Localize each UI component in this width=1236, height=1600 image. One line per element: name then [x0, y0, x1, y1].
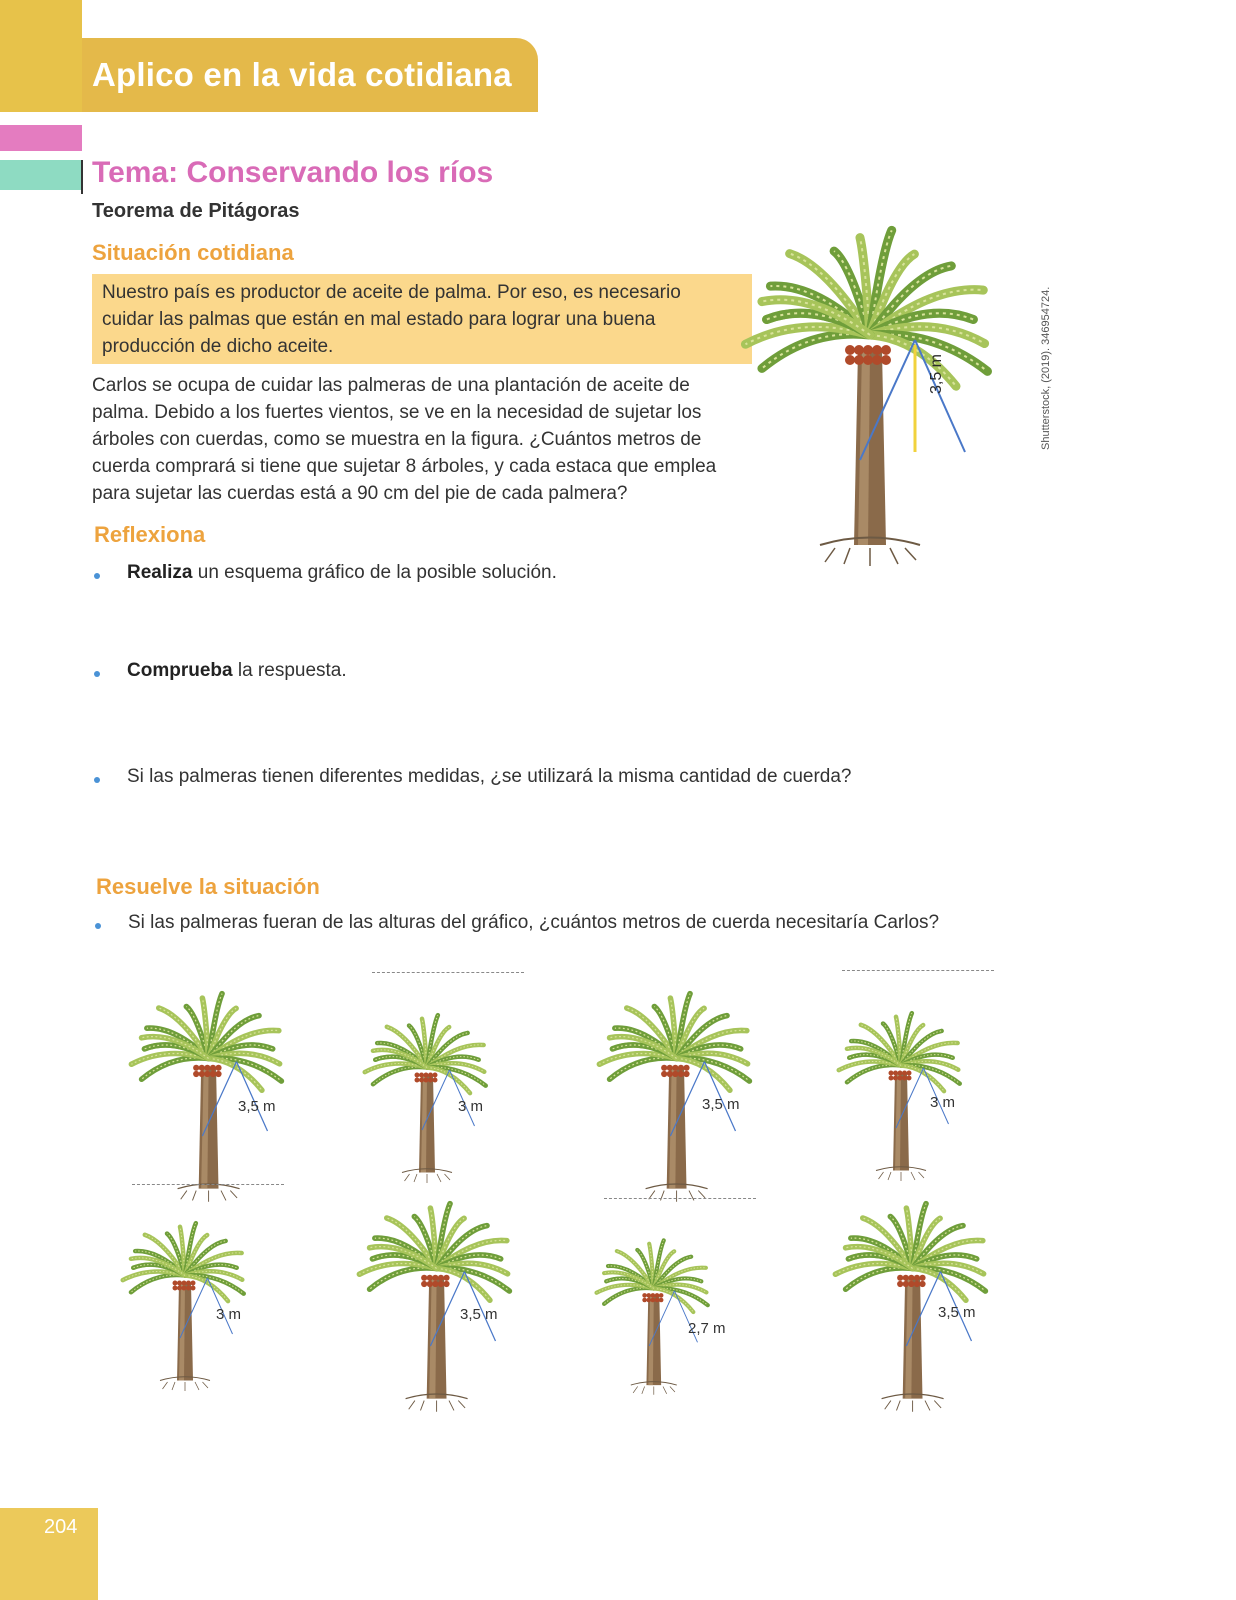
palm-figure [594, 1208, 714, 1401]
palm-figure [120, 1188, 250, 1398]
palm-figure [596, 950, 757, 1210]
palm-height-label: 3,5 m [460, 1306, 498, 1323]
answer-line [842, 970, 994, 971]
image-credit: Shutterstock, (2019). 346954724. [1040, 286, 1052, 450]
palm-height-label: 3,5 m [938, 1304, 976, 1321]
situacion-heading: Situación cotidiana [92, 240, 294, 265]
problem-text: Carlos se ocupa de cuidar las palmeras de una plantación de aceite de palma. Debido a los fuertes vientos, se ve en la necesidad de sujetar los árboles con cuerdas, como se muestra en la figura. ¿Cuántos metros de cuerda comprará si tiene que sujetar 8 árboles, y cada estaca que emplea para sujetar las cuerdas está a 90 cm del pie de cada palmera? [92, 375, 717, 504]
bullet-icon [94, 573, 100, 579]
highlight-text: Nuestro país es productor de aceite de palma. Por eso, es necesario cuidar las palmas que están en mal estado para lograr una buena producción de dicho aceite. [102, 282, 681, 357]
palm-height-label: 3 m [458, 1098, 484, 1115]
bullet-icon [94, 671, 100, 677]
reflexiona-item-2: Comprueba la respuesta. [127, 660, 347, 681]
palm-height-label: 3,5 m [928, 353, 945, 394]
palm-height-label: 3 m [216, 1306, 242, 1323]
header-title: Aplico en la vida cotidiana [92, 56, 512, 93]
reflexiona-item-3: Si las palmeras tienen diferentes medidas, ¿se utilizará la misma cantidad de cuerda? [127, 766, 852, 787]
topic-divider [81, 160, 83, 194]
bullet-icon [95, 923, 101, 929]
palm-figure [128, 950, 289, 1210]
palm-height-label: 3,5 m [238, 1098, 276, 1115]
answer-line [372, 972, 524, 973]
palm-figure-main [740, 160, 1000, 580]
palm-height-label: 3,5 m [702, 1096, 740, 1113]
reflexiona-item-1: Realiza un esquema gráfico de la posible solución. [127, 562, 557, 583]
palm-figure [362, 980, 492, 1190]
resuelve-heading: Resuelve la situación [96, 874, 320, 899]
reflexiona-heading: Reflexiona [94, 522, 206, 547]
left-strip-pink [0, 125, 82, 151]
palm-figure [356, 1160, 517, 1420]
palm-figure [832, 1160, 993, 1420]
topic-title: Tema: Conservando los ríos [92, 156, 494, 189]
left-strip-yellow [0, 0, 82, 112]
palm-height-label: 2,7 m [688, 1320, 726, 1337]
left-strip-teal [0, 160, 82, 190]
answer-line [132, 1184, 284, 1185]
topic-subtitle: Teorema de Pitágoras [92, 200, 300, 222]
palm-figure [836, 978, 966, 1188]
resuelve-item: Si las palmeras fueran de las alturas del gráfico, ¿cuántos metros de cuerda necesitaría Carlos? [128, 912, 940, 933]
page-number: 204 [44, 1516, 78, 1538]
answer-line [604, 1198, 756, 1199]
palm-height-label: 3 m [930, 1094, 956, 1111]
bullet-icon [94, 777, 100, 783]
